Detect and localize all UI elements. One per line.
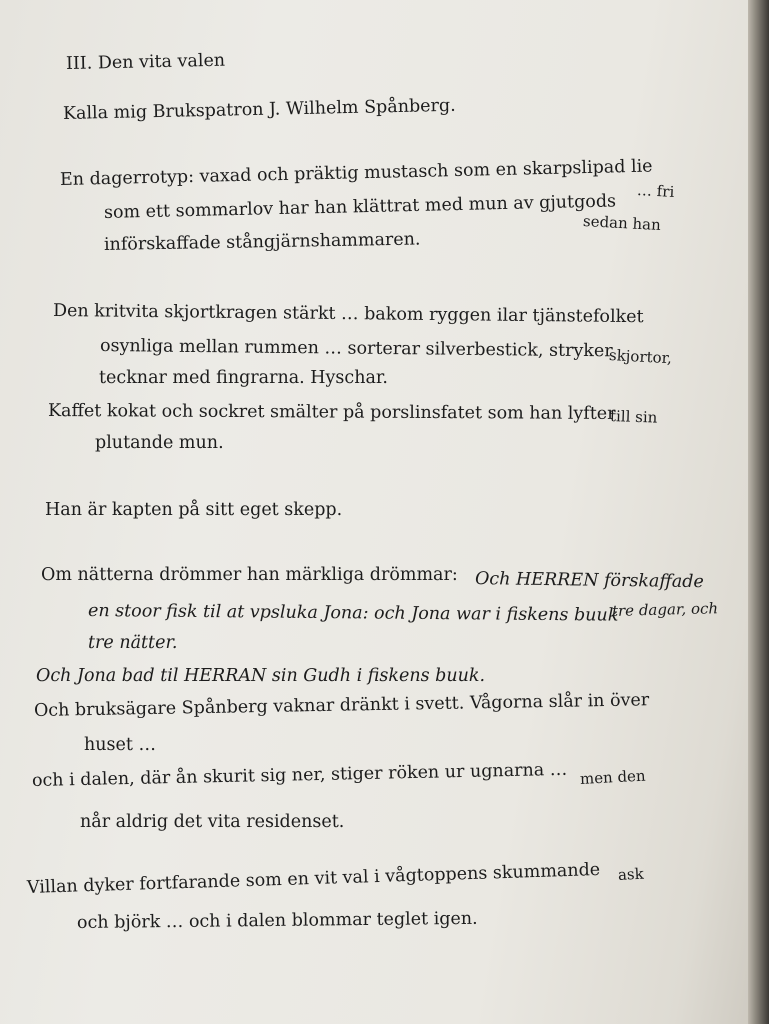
text-line: Villan dyker fortfarande som en vit val i vågtoppens skummande [26,859,601,898]
text-line: som ett sommarlov har han klättrat med mun av gjutgods [103,191,617,223]
poem-title: III. Den vita valen [65,50,226,74]
text-line: till sin [609,407,658,427]
text-line-italic: en stoor fisk til at vpsluka Jona: och Jona war i fiskens buuk [87,601,619,626]
text-line: En dagerrotyp: vaxad och präktig mustasch som en skarpslipad lie [59,156,653,190]
text-line: plutande mun. [95,433,224,453]
text-line: och i dalen, där ån skurit sig ner, stiger röken ur ugnarna … [31,759,568,791]
text-line: ask [617,864,645,884]
text-line: … fri [636,181,675,201]
text-line-italic: tre dagar, och [611,599,719,620]
text-line: Han är kapten på sitt eget skepp. [45,500,343,520]
text-line: införskaffade stångjärnshammaren. [103,229,421,255]
text-line: huset … [84,735,156,755]
text-line: Och bruksägare Spånberg vaknar dränkt i svett. Vågorna slår in över [33,690,650,721]
text-line-italic: tre nätter. [88,633,178,653]
text-line: Den kritvita skjortkragen stärkt … bakom ryggen ilar tjänstefolket [52,301,644,328]
text-line: osynliga mellan rummen … sorterar silverbestick, stryker [99,336,613,362]
text-line: sedan han [582,212,662,235]
text-line-italic: Och Jona bad til HERRAN sin Gudh i fiskens buuk. [36,666,486,686]
text-line: skjortor, [608,346,673,368]
text-line: tecknar med fingrarna. Hyschar. [99,368,388,388]
text-line: Kalla mig Brukspatron J. Wilhelm Spånberg. [62,95,456,124]
text-line-italic: Och HERREN förskaffade [474,569,704,593]
page-edge-shadow [748,0,769,1024]
text-line: och björk … och i dalen blommar teglet igen. [76,908,478,933]
text-line: men den [579,766,647,788]
text-line: når aldrig det vita residenset. [80,812,345,832]
text-line: Om nätterna drömmer han märkliga drömmar: [41,565,458,585]
text-line: Kaffet kokat och sockret smälter på porslinsfatet som han lyfter [47,401,616,424]
